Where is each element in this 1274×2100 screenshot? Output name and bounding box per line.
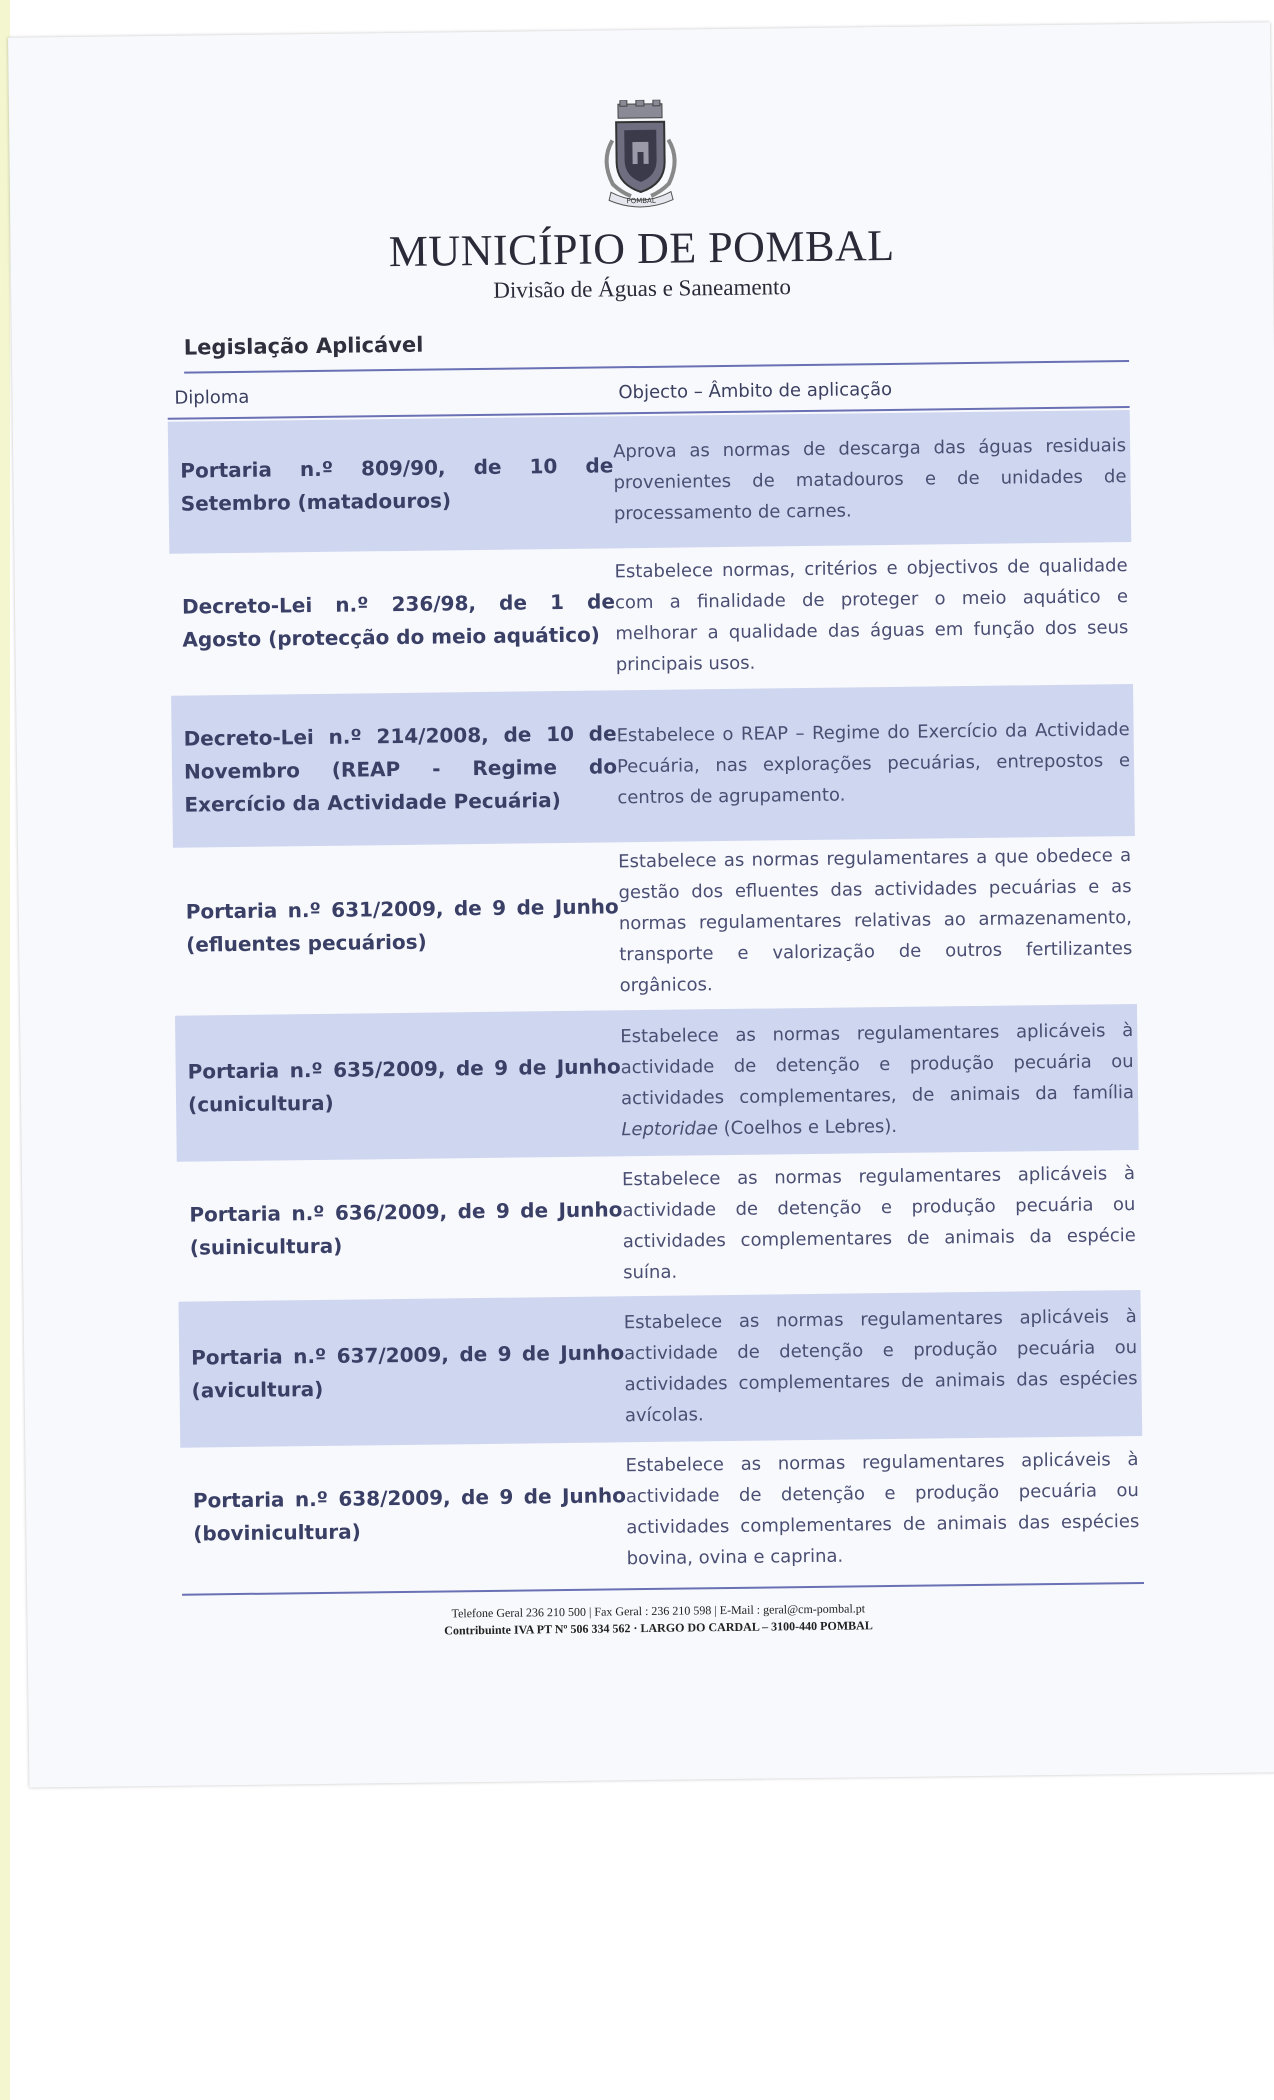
row-objecto <box>620 1015 1138 1145</box>
column-header-diploma: Diploma <box>174 386 250 409</box>
row-diploma: Portaria n.º 635/2009, de 9 de Junho (cunicultura) <box>187 1054 621 1117</box>
row-objecto-text: Estabelece as normas regulamentares aplicáveis à actividade de detenção e produção pecuária ou actividades complementares, de animais da família <box>620 1020 1135 1110</box>
row-diploma: Decreto-Lei n.º 236/98, de 1 de Agosto (protecção do meio aquático) <box>181 589 616 652</box>
row-objecto-italic: Leptoridae <box>621 1118 719 1141</box>
table-row <box>171 684 1135 848</box>
row-objecto: Aprova as normas de descarga das águas residuais provenientes de matadouros e de unidades de processamento de carnes. <box>613 434 1127 524</box>
footer <box>27 1596 1274 1643</box>
row-diploma: Portaria n.º 809/90, de 10 de Setembro (matadouros) <box>180 453 614 516</box>
table-row <box>177 1150 1141 1302</box>
section-title: Legislação Aplicável <box>183 332 424 360</box>
row-objecto: Estabelece o REAP – Regime do Exercício da Actividade Pecuária, nas explorações pecuárias, entrepostos e centros de agrupamento. <box>616 718 1131 808</box>
table-row <box>179 1290 1143 1448</box>
row-objecto-tail: (Coelhos e Lebres). <box>723 1115 898 1140</box>
row-diploma: Portaria n.º 638/2009, de 9 de Junho (bovinicultura) <box>192 1483 627 1546</box>
municipal-crest-icon <box>590 99 691 210</box>
table-row <box>180 1436 1144 1588</box>
row-objecto: Estabelece as normas regulamentares aplicáveis à actividade de detenção e produção pecuária ou actividades complementares de animais da espécie suína. <box>621 1163 1136 1284</box>
table-row <box>173 836 1137 1010</box>
row-diploma: Portaria n.º 631/2009, de 9 de Junho (efluentes pecuários) <box>185 894 619 957</box>
scan-edge-tint <box>0 0 10 2100</box>
table-row <box>169 542 1133 694</box>
crest-ribbon-label: POMBAL <box>626 196 656 206</box>
footer-contacts: Telefone Geral 236 210 500 | Fax Geral : 236 210 598 | E-Mail : geral@cm-pombal.pt <box>451 1601 866 1621</box>
row-objecto: Estabelece normas, critérios e objectivos de qualidade com a finalidade de proteger o meio aquático e melhorar a qualidade das águas em função dos seus principais usos. <box>614 555 1129 676</box>
letterhead <box>9 92 1273 309</box>
table-row <box>175 1004 1139 1162</box>
row-diploma: Portaria n.º 636/2009, de 9 de Junho (suinicultura) <box>189 1197 623 1260</box>
row-diploma: Decreto-Lei n.º 214/2008, de 10 de Novembro (REAP - Regime do Exercício da Actividade Pecuária) <box>183 720 618 817</box>
row-objecto: Estabelece as normas regulamentares a que obedece a gestão dos efluentes das actividades pecuárias e as normas regulamentares relativas ao armazenamento, transporte e valorização de outros fertilizantes orgânicos. <box>618 844 1133 996</box>
row-diploma: Portaria n.º 637/2009, de 9 de Junho (avicultura) <box>191 1340 625 1403</box>
column-header-objecto: Objecto – Âmbito de aplicação <box>618 378 893 404</box>
top-rule <box>184 360 1129 374</box>
footer-address: Contribuinte IVA PT Nº 506 334 562 · LARGO DO CARDAL – 3100-440 POMBAL <box>444 1618 873 1638</box>
row-objecto: Estabelece as normas regulamentares aplicáveis à actividade de detenção e produção pecuária ou actividades complementares de animais das espécies bovina, ovina e caprina. <box>625 1449 1140 1570</box>
municipality-title: MUNICÍPIO DE POMBAL <box>388 220 895 277</box>
row-objecto: Estabelece as normas regulamentares aplicáveis à actividade de detenção e produção pecuária ou actividades complementares de animais das espécies avícolas. <box>623 1306 1138 1427</box>
document-page <box>8 22 1274 1787</box>
table-row <box>168 410 1132 554</box>
division-subtitle: Divisão de Águas e Saneamento <box>493 274 792 303</box>
